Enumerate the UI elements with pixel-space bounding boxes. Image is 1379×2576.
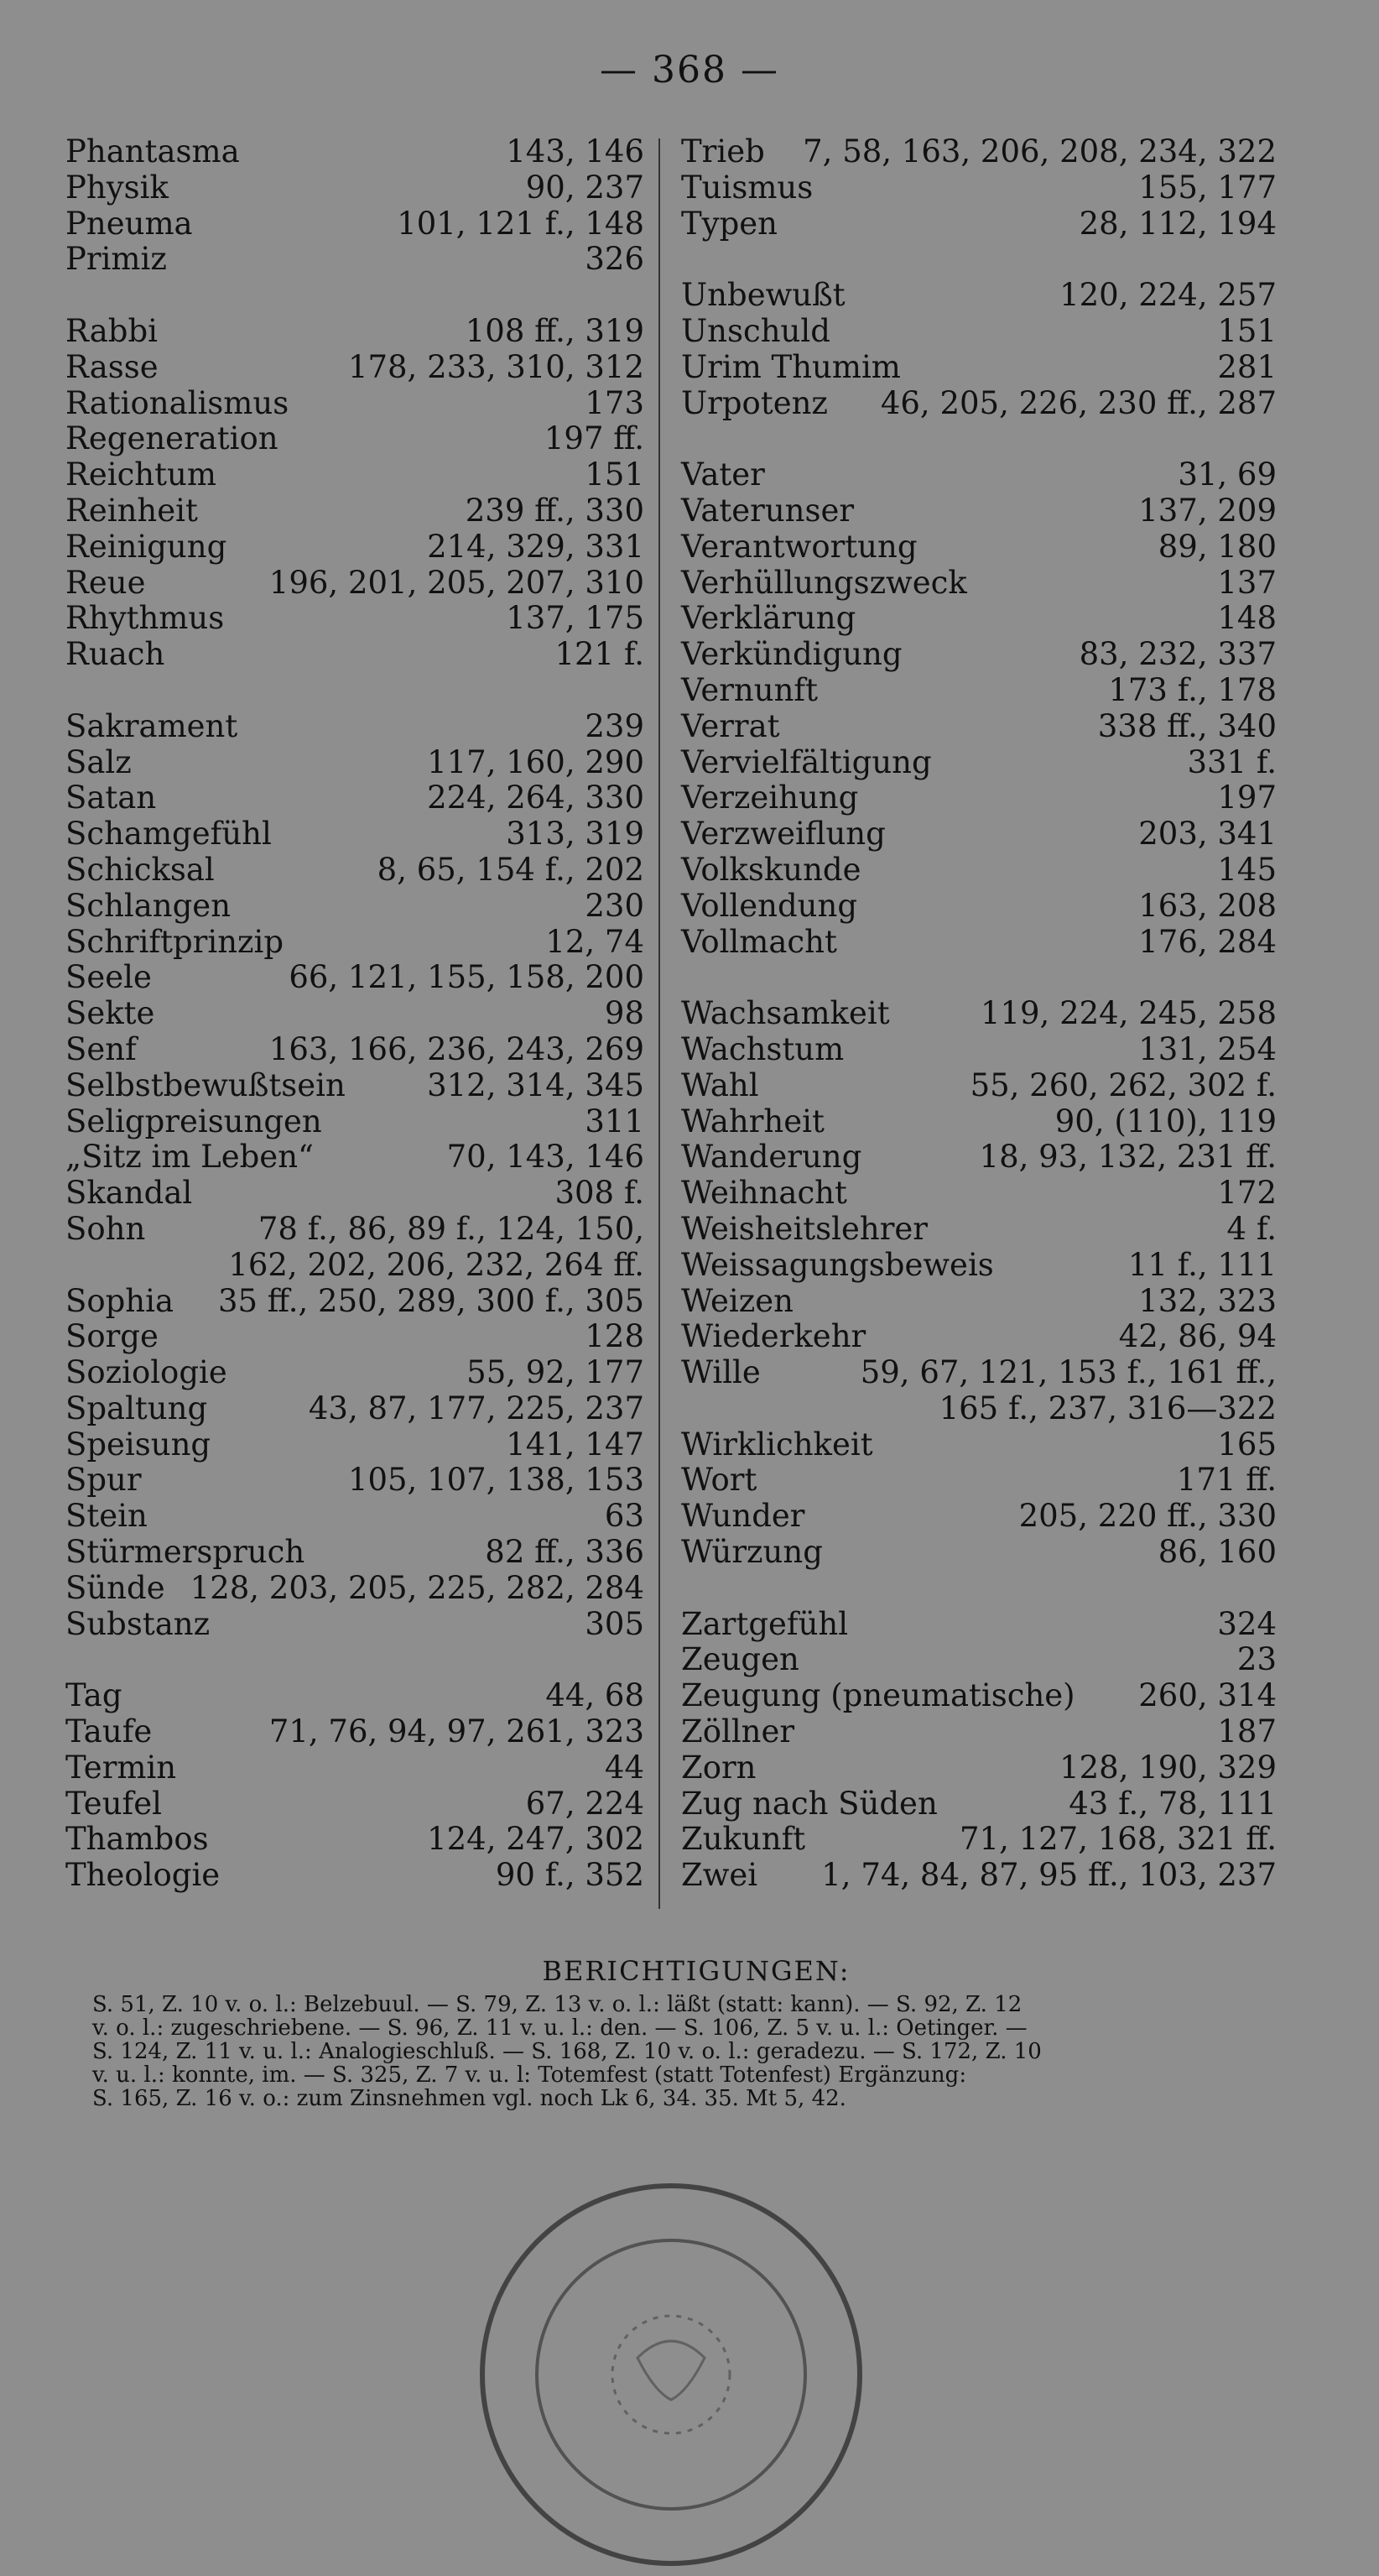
index-pages: 214, 329, 331: [427, 528, 644, 565]
index-term: Weizen: [681, 1282, 794, 1319]
left-index-entry: [65, 960, 644, 996]
left-index-entry: [65, 1068, 644, 1104]
index-pages: 12, 74: [545, 923, 644, 960]
left-index-entry: [65, 529, 644, 566]
index-term: Substanz: [65, 1605, 211, 1642]
index-term: Wirklichkeit: [681, 1426, 873, 1463]
index-term: Weissagungsbeweis: [681, 1246, 994, 1283]
index-pages: 141, 147: [506, 1426, 644, 1463]
index-term: Zöllner: [681, 1713, 795, 1750]
left-index-entry: [65, 1248, 644, 1284]
index-pages: 18, 93, 132, 231 ff.: [979, 1139, 1277, 1176]
index-pages: 98: [604, 995, 644, 1032]
index-pages: 71, 127, 168, 321 ff.: [959, 1821, 1277, 1858]
index-pages: 124, 247, 302: [427, 1821, 644, 1858]
index-term: Schriftprinzip: [65, 923, 284, 960]
index-term: Sorge: [65, 1318, 159, 1355]
section-gap: [681, 960, 1277, 996]
index-pages: 128: [585, 1318, 644, 1355]
index-pages: 205, 220 ff., 330: [1018, 1498, 1277, 1535]
right-index-entry: [681, 278, 1277, 314]
index-term: Vollendung: [681, 887, 858, 924]
right-index-entry: [681, 350, 1277, 386]
index-term: Sohn: [65, 1210, 146, 1247]
right-index-entry: [681, 1176, 1277, 1212]
right-index-entry: [681, 529, 1277, 566]
index-pages: 230: [585, 887, 644, 924]
index-term: Senf: [65, 1030, 137, 1067]
index-pages: 151: [1217, 312, 1277, 349]
right-index-entry: [681, 996, 1277, 1032]
right-index-entry: [681, 314, 1277, 350]
left-index-entry: [65, 1176, 644, 1212]
index-pages: 59, 67, 121, 153 f., 161 ff.,: [860, 1354, 1277, 1391]
left-index-entry: [65, 1858, 644, 1894]
index-pages: 1, 74, 84, 87, 95 ff., 103, 237: [821, 1857, 1277, 1894]
index-term: Reichtum: [65, 456, 216, 493]
right-index-entry: [681, 1535, 1277, 1571]
index-term: Taufe: [65, 1713, 153, 1750]
index-term: Urim Thumim: [681, 348, 901, 385]
index-term: Wiederkehr: [681, 1318, 866, 1355]
left-index-entry: [65, 1822, 644, 1858]
index-pages: 173 f., 178: [1108, 671, 1277, 708]
index-term: Spaltung: [65, 1390, 208, 1426]
index-term: Urpotenz: [681, 384, 828, 421]
index-term: Theologie: [65, 1857, 221, 1894]
index-term: Weisheitslehrer: [681, 1210, 928, 1247]
errata-line: v. u. l.: konnte, im. — S. 325, Z. 7 v. u. l: Totemfest (statt Totenfest) Ergänzung:: [92, 2062, 967, 2088]
right-index-entry: [681, 1642, 1277, 1678]
right-index-entry: [681, 457, 1277, 493]
index-term: Schamgefühl: [65, 816, 272, 853]
index-term: Reinigung: [65, 528, 227, 565]
index-pages: 173: [585, 384, 644, 421]
index-term: Wahrheit: [681, 1103, 825, 1139]
index-pages: 44, 68: [545, 1677, 644, 1714]
left-index-entry: [65, 853, 644, 889]
left-index-entry: [65, 780, 644, 816]
left-index-entry: [65, 1391, 644, 1427]
index-pages: 338 ff., 340: [1097, 707, 1277, 744]
index-term: Wahl: [681, 1066, 759, 1103]
index-pages: 143, 146: [506, 133, 644, 169]
index-term: Verkündigung: [681, 636, 903, 673]
left-index-entry: [65, 1139, 644, 1176]
index-pages: 131, 254: [1138, 1030, 1277, 1067]
index-term: Verzeihung: [681, 780, 859, 816]
right-index-entry: [681, 816, 1277, 853]
left-index-entry: [65, 889, 644, 925]
index-term: Phantasma: [65, 133, 240, 169]
right-index-entry: [681, 853, 1277, 889]
index-column-left: [65, 134, 644, 1894]
index-term: Unbewußt: [681, 277, 846, 314]
left-index-entry: [65, 386, 644, 422]
index-term: Stein: [65, 1498, 148, 1535]
index-pages: 224, 264, 330: [427, 780, 644, 816]
errata-section: [92, 1955, 1300, 2111]
left-index-entry: [65, 350, 644, 386]
index-pages: 55, 260, 262, 302 f.: [970, 1066, 1277, 1103]
index-pages: 176, 284: [1138, 923, 1277, 960]
index-pages: 305: [585, 1605, 644, 1642]
right-index-entry: [681, 780, 1277, 816]
index-term: Zukunft: [681, 1821, 806, 1858]
section-gap: [681, 242, 1277, 278]
index-pages: 171 ff.: [1176, 1462, 1277, 1499]
index-pages: 165: [1217, 1426, 1277, 1463]
index-term: Verantwortung: [681, 528, 918, 565]
right-index-entry: [681, 1104, 1277, 1140]
index-term: Wort: [681, 1462, 757, 1499]
index-pages: 86, 160: [1158, 1534, 1277, 1571]
index-pages: 163, 166, 236, 243, 269: [268, 1030, 644, 1067]
left-index-entry: [65, 421, 644, 457]
index-pages: 326: [585, 241, 644, 278]
index-pages: 308 f.: [554, 1175, 644, 1212]
index-pages: 63: [604, 1498, 644, 1535]
index-term: Weihnacht: [681, 1175, 847, 1212]
index-term: Verklärung: [681, 600, 856, 637]
left-index-entry: [65, 1714, 644, 1750]
section-gap: [65, 278, 644, 314]
right-index-entry: [681, 493, 1277, 529]
index-term: Pneuma: [65, 205, 193, 242]
left-index-entry: [65, 1212, 644, 1248]
index-term: Würzung: [681, 1534, 823, 1571]
index-pages: 105, 107, 138, 153: [347, 1462, 644, 1499]
index-pages: 148: [1217, 600, 1277, 637]
index-pages: 165 f., 237, 316—322: [939, 1390, 1277, 1426]
left-index-entry: [65, 601, 644, 637]
left-index-entry: [65, 314, 644, 350]
left-index-entry: [65, 1750, 644, 1786]
index-pages: 46, 205, 226, 230 ff., 287: [880, 384, 1277, 421]
left-index-entry: [65, 1786, 644, 1822]
index-term: Verzweiflung: [681, 816, 886, 853]
index-pages: 197 ff.: [544, 420, 644, 457]
right-index-entry: [681, 673, 1277, 709]
index-term: Regeneration: [65, 420, 278, 457]
left-index-entry: [65, 1463, 644, 1499]
index-term: Sünde: [65, 1569, 165, 1606]
index-pages: 187: [1217, 1713, 1277, 1750]
index-pages: 311: [585, 1103, 644, 1139]
index-term: Skandal: [65, 1175, 193, 1212]
index-term: Wanderung: [681, 1139, 862, 1176]
index-pages: 197: [1217, 780, 1277, 816]
right-index-entry: [681, 1822, 1277, 1858]
index-pages: 260, 314: [1138, 1677, 1277, 1714]
index-pages: 83, 232, 337: [1079, 636, 1277, 673]
index-pages: 4 f.: [1226, 1210, 1277, 1247]
index-term: Vollmacht: [681, 923, 837, 960]
left-index-entry: [65, 925, 644, 961]
right-index-entry: [681, 206, 1277, 242]
index-pages: 145: [1217, 851, 1277, 888]
index-term: Vervielfältigung: [681, 743, 932, 780]
index-pages: 71, 76, 94, 97, 261, 323: [268, 1713, 644, 1750]
index-pages: 70, 143, 146: [446, 1139, 644, 1176]
index-term: Teufel: [65, 1785, 162, 1822]
index-pages: 281: [1217, 348, 1277, 385]
index-term: Satan: [65, 780, 157, 816]
left-index-entry: [65, 996, 644, 1032]
index-pages: 162, 202, 206, 232, 264 ff.: [228, 1246, 644, 1283]
left-index-entry: [65, 816, 644, 853]
right-index-entry: [681, 1427, 1277, 1463]
index-term: Speisung: [65, 1426, 211, 1463]
right-index-entry: [681, 1391, 1277, 1427]
left-index-entry: [65, 134, 644, 170]
index-pages: 196, 201, 205, 207, 310: [268, 564, 644, 601]
index-pages: 78 f., 86, 89 f., 124, 150,: [258, 1210, 644, 1247]
index-pages: 239: [585, 707, 644, 744]
left-index-entry: [65, 1104, 644, 1140]
index-term: „Sitz im Leben“: [65, 1139, 314, 1176]
right-index-entry: [681, 1750, 1277, 1786]
section-gap: [681, 1571, 1277, 1607]
index-pages: 67, 224: [525, 1785, 644, 1822]
index-term: Zwei: [681, 1857, 758, 1894]
right-index-entry: [681, 134, 1277, 170]
index-pages: 203, 341: [1138, 816, 1277, 853]
index-term: Wachstum: [681, 1030, 845, 1067]
left-index-entry: [65, 1571, 644, 1607]
errata-line: S. 124, Z. 11 v. u. l.: Analogieschluß. — S. 168, Z. 10 v. o. l.: geradezu. — S. 172, Z. 10: [92, 2039, 1042, 2064]
index-term: Wachsamkeit: [681, 995, 890, 1032]
index-term: Tuismus: [681, 169, 814, 206]
index-pages: 324: [1217, 1605, 1277, 1642]
index-pages: 43 f., 78, 111: [1069, 1785, 1277, 1822]
right-index-entry: [681, 925, 1277, 961]
index-term: Verhüllungszweck: [681, 564, 967, 601]
right-index-entry: [681, 1068, 1277, 1104]
left-index-entry: [65, 493, 644, 529]
index-pages: 8, 65, 154 f., 202: [377, 851, 644, 888]
left-index-entry: [65, 637, 644, 673]
index-pages: 35 ff., 250, 289, 300 f., 305: [217, 1282, 644, 1319]
index-pages: 137: [1217, 564, 1277, 601]
index-term: Sophia: [65, 1282, 174, 1319]
index-column-right: [681, 134, 1277, 1894]
right-index-entry: [681, 1714, 1277, 1750]
index-pages: 163, 208: [1138, 887, 1277, 924]
section-gap: [65, 673, 644, 709]
left-index-entry: [65, 1319, 644, 1355]
index-pages: 66, 121, 155, 158, 200: [289, 959, 644, 996]
index-pages: 172: [1217, 1175, 1277, 1212]
right-index-entry: [681, 1607, 1277, 1643]
index-pages: 121 f.: [554, 636, 644, 673]
section-gap: [65, 1642, 644, 1678]
index-pages: 82 ff., 336: [485, 1534, 644, 1571]
index-term: Zug nach Süden: [681, 1785, 938, 1822]
index-term: Termin: [65, 1749, 177, 1786]
index-term: Reue: [65, 564, 146, 601]
right-index-entry: [681, 745, 1277, 781]
index-pages: 137, 209: [1138, 492, 1277, 529]
index-term: Salz: [65, 743, 132, 780]
index-term: Thambos: [65, 1821, 209, 1858]
index-term: Zeugung (pneumatische): [681, 1677, 1075, 1714]
right-index-entry: [681, 1248, 1277, 1284]
index-pages: 239 ff., 330: [465, 492, 644, 529]
index-pages: 28, 112, 194: [1079, 205, 1277, 242]
index-pages: 151: [585, 456, 644, 493]
right-index-entry: [681, 386, 1277, 422]
index-pages: 132, 323: [1138, 1282, 1277, 1319]
index-term: Schlangen: [65, 887, 232, 924]
index-pages: 90 f., 352: [495, 1857, 644, 1894]
index-pages: 120, 224, 257: [1059, 277, 1277, 314]
index-term: Seele: [65, 959, 152, 996]
left-index-entry: [65, 1355, 644, 1391]
right-index-entry: [681, 1139, 1277, 1176]
index-term: Physik: [65, 169, 169, 206]
errata-line: v. o. l.: zugeschriebene. — S. 96, Z. 11 v. u. l.: den. — S. 106, Z. 5 v. u. l.: Oetinger. —: [92, 2015, 1028, 2041]
left-index-entry: [65, 1678, 644, 1714]
errata-line: S. 51, Z. 10 v. o. l.: Belzebuul. — S. 79, Z. 13 v. o. l.: läßt (statt: kann). — S. 92, Z. 12: [92, 1992, 1023, 2017]
index-pages: 43, 87, 177, 225, 237: [308, 1390, 644, 1426]
index-pages: 7, 58, 163, 206, 208, 234, 322: [803, 133, 1277, 169]
index-pages: 178, 233, 310, 312: [347, 348, 644, 385]
index-term: Sekte: [65, 995, 155, 1032]
right-index-entry: [681, 709, 1277, 745]
left-index-entry: [65, 206, 644, 242]
index-pages: 101, 121 f., 148: [397, 205, 644, 242]
left-index-entry: [65, 566, 644, 602]
left-index-entry: [65, 709, 644, 745]
section-gap: [681, 421, 1277, 457]
left-index-entry: [65, 1499, 644, 1535]
index-term: Zartgefühl: [681, 1605, 849, 1642]
right-index-entry: [681, 1786, 1277, 1822]
right-index-entry: [681, 1858, 1277, 1894]
index-term: Reinheit: [65, 492, 198, 529]
index-pages: 117, 160, 290: [427, 743, 644, 780]
index-pages: 119, 224, 245, 258: [980, 995, 1277, 1032]
index-pages: 313, 319: [506, 816, 644, 853]
index-term: Vaterunser: [681, 492, 855, 529]
index-pages: 90, 237: [525, 169, 644, 206]
right-index-entry: [681, 566, 1277, 602]
right-index-entry: [681, 1032, 1277, 1068]
index-pages: 23: [1236, 1641, 1277, 1678]
left-index-entry: [65, 457, 644, 493]
right-index-entry: [681, 637, 1277, 673]
index-term: Primiz: [65, 241, 167, 278]
index-term: Trieb: [681, 133, 765, 169]
index-pages: 42, 86, 94: [1118, 1318, 1277, 1355]
index-pages: 128, 190, 329: [1059, 1749, 1277, 1786]
index-term: Rationalismus: [65, 384, 289, 421]
index-term: Wunder: [681, 1498, 805, 1535]
index-term: Rasse: [65, 348, 159, 385]
index-pages: 44: [604, 1749, 644, 1786]
left-index-entry: [65, 1032, 644, 1068]
right-index-entry: [681, 601, 1277, 637]
index-pages: 155, 177: [1138, 169, 1277, 206]
page-number: — 368 —: [600, 49, 779, 91]
index-term: Vernunft: [681, 671, 818, 708]
index-term: Volkskunde: [681, 851, 861, 888]
right-index-entry: [681, 1212, 1277, 1248]
index-term: Soziologie: [65, 1354, 227, 1391]
left-index-entry: [65, 1427, 644, 1463]
index-pages: 90, (110), 119: [1054, 1103, 1277, 1139]
index-term: Zorn: [681, 1749, 757, 1786]
column-divider: [658, 138, 660, 1909]
errata-heading: BERICHTIGUNGEN:: [542, 1955, 851, 1987]
index-term: Zeugen: [681, 1641, 799, 1678]
index-pages: 89, 180: [1158, 528, 1277, 565]
index-term: Sakrament: [65, 707, 238, 744]
right-index-entry: [681, 889, 1277, 925]
index-term: Ruach: [65, 636, 165, 673]
index-pages: 312, 314, 345: [427, 1066, 644, 1103]
index-term: Spur: [65, 1462, 142, 1499]
index-term: Seligpreisungen: [65, 1103, 322, 1139]
index-pages: 128, 203, 205, 225, 282, 284: [190, 1569, 644, 1606]
right-index-entry: [681, 1678, 1277, 1714]
left-index-entry: [65, 242, 644, 278]
index-pages: 331 f.: [1187, 743, 1277, 780]
index-term: Selbstbewußtsein: [65, 1066, 346, 1103]
left-index-entry: [65, 170, 644, 206]
errata-line: S. 165, Z. 16 v. o.: zum Zinsnehmen vgl. noch Lk 6, 34. 35. Mt 5, 42.: [92, 2086, 846, 2111]
right-index-entry: [681, 1463, 1277, 1499]
index-term: Wille: [681, 1354, 761, 1391]
right-index-entry: [681, 1319, 1277, 1355]
right-index-entry: [681, 1284, 1277, 1320]
index-term: Tag: [65, 1677, 122, 1714]
left-index-entry: [65, 1284, 644, 1320]
index-term: Rabbi: [65, 312, 158, 349]
index-term: Stürmerspruch: [65, 1534, 305, 1571]
right-index-entry: [681, 170, 1277, 206]
left-index-entry: [65, 745, 644, 781]
right-index-entry: [681, 1499, 1277, 1535]
index-pages: 11 f., 111: [1127, 1246, 1277, 1283]
index-pages: 137, 175: [506, 600, 644, 637]
index-term: Typen: [681, 205, 778, 242]
right-index-entry: [681, 1355, 1277, 1391]
index-term: Rhythmus: [65, 600, 225, 637]
index-pages: 108 ff., 319: [465, 312, 644, 349]
index-term: Verrat: [681, 707, 780, 744]
left-index-entry: [65, 1535, 644, 1571]
index-term: Vater: [681, 456, 765, 493]
left-index-entry: [65, 1607, 644, 1643]
index-pages: 31, 69: [1178, 456, 1277, 493]
index-term: Unschuld: [681, 312, 830, 349]
index-pages: 55, 92, 177: [466, 1354, 644, 1391]
library-stamp: [470, 2173, 872, 2576]
index-term: Schicksal: [65, 851, 215, 888]
